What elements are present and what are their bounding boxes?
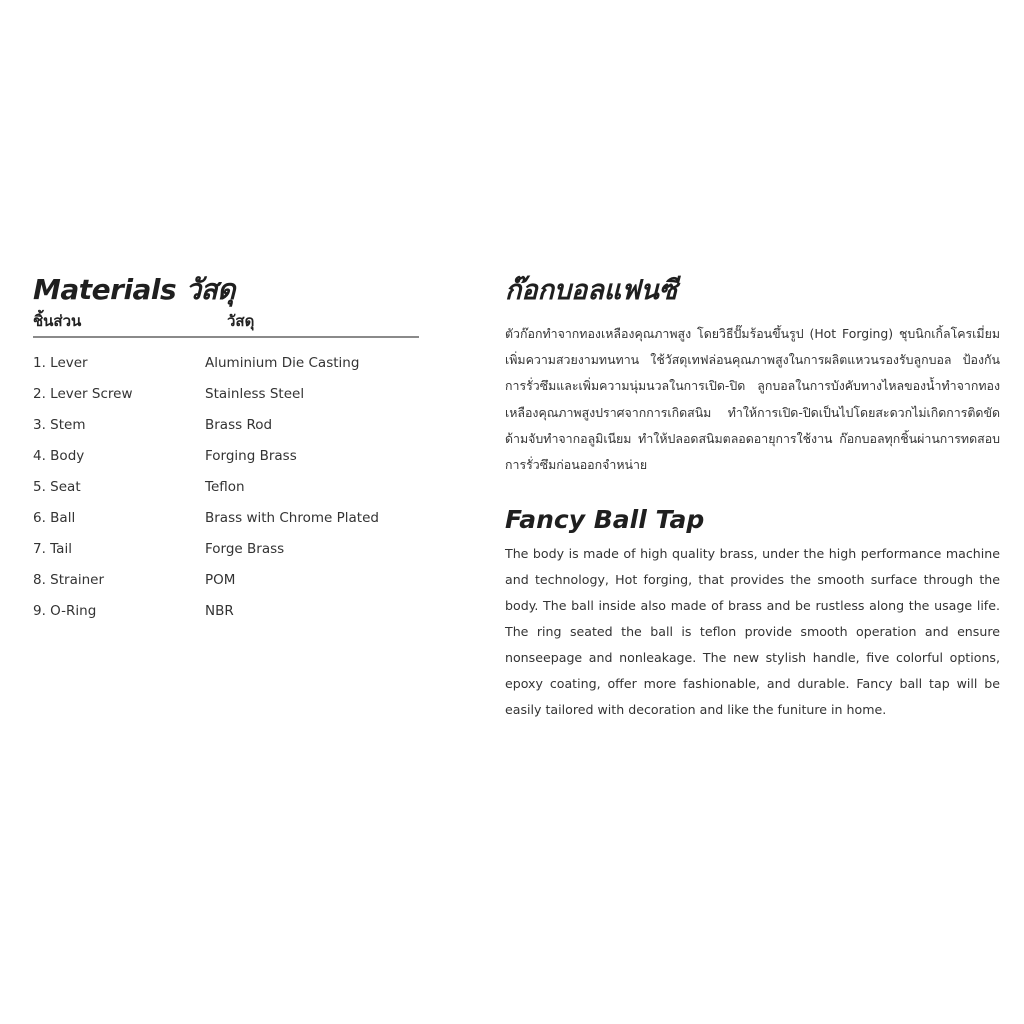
- english-title: Fancy Ball Tap: [505, 505, 705, 535]
- header-part: ชิ้นส่วน: [33, 312, 82, 330]
- material-name: POM: [205, 572, 236, 589]
- table-row: [33, 409, 419, 440]
- part-name: 7. Tail: [33, 541, 72, 558]
- materials-section: [33, 270, 419, 627]
- thai-title: ก๊อกบอลแฟนซี: [505, 275, 678, 306]
- part-name: 1. Lever: [33, 354, 88, 371]
- part-name: 5. Seat: [33, 478, 81, 495]
- material-name: Brass Rod: [205, 416, 273, 433]
- material-name: Aluminium Die Casting: [205, 354, 360, 371]
- thai-description: ตัวก๊อกทำจากทองเหลืองคุณภาพสูง โดยวิธีปั๊มร้อนขึ้นรูป (Hot Forging) ชุบนิกเกิ้ลโครเมี่ยมเพิ่มความสวยงามทนทาน ใช้วัสดุเทฟล่อนคุณภาพสูงในการผลิตแหวนรองรับลูกบอล ป้องกันการรั่วซึมและเพิ่มความนุ่มนวลในการเปิด-ปิด ลูกบอลในการบังคับทางไหลของน้ำทำจากทองเหลืองคุณภาพสูงปราศจากการเกิดสนิม ทำให้การเปิด-ปิดเป็นไปโดยสะดวกไม่เกิดการติดขัด ด้ามจับทำจากอลูมิเนียม ทำให้ปลอดสนิมตลอดอายุการใช้งาน ก๊อกบอลทุกชิ้นผ่านการทดสอบการรั่วซึมก่อนออกจำหน่าย: [505, 326, 1000, 473]
- material-name: Brass with Chrome Plated: [205, 510, 379, 527]
- part-name: 9. O-Ring: [33, 603, 97, 620]
- table-row: [33, 440, 419, 471]
- part-name: 8. Strainer: [33, 572, 105, 589]
- material-name: NBR: [205, 603, 234, 620]
- description-section: [505, 270, 1000, 723]
- part-name: 6. Ball: [33, 510, 76, 527]
- material-name: Forge Brass: [205, 541, 285, 558]
- material-name: Stainless Steel: [205, 385, 305, 402]
- part-name: 4. Body: [33, 447, 85, 464]
- table-row: [33, 502, 419, 533]
- table-row: [33, 565, 419, 596]
- table-row: [33, 596, 419, 627]
- table-row: [33, 534, 419, 565]
- materials-title: Materials วัสดุ: [33, 273, 235, 306]
- materials-table-header: [33, 308, 419, 338]
- part-name: 2. Lever Screw: [33, 385, 133, 402]
- part-name: 3. Stem: [33, 416, 86, 433]
- table-row: [33, 347, 419, 378]
- materials-table-body: [33, 347, 419, 627]
- material-name: Forging Brass: [205, 447, 297, 464]
- header-material: วัสดุ: [227, 312, 255, 330]
- table-row: [33, 471, 419, 502]
- english-description: The body is made of high quality brass, under the high performance machine and technology, Hot forging, that provides the smooth surface through the body. The ball inside also made of brass and be rustless along the usage life. The ring seated the ball is teflon provide smooth operation and ensure nonseepage and nonleakage. The new stylish handle, five colorful options, epoxy coating, offer more fashionable, and durable. Fancy ball tap will be easily tailored with decoration and like the funiture in home.: [505, 546, 1000, 717]
- table-row: [33, 378, 419, 409]
- material-name: Teflon: [205, 478, 245, 495]
